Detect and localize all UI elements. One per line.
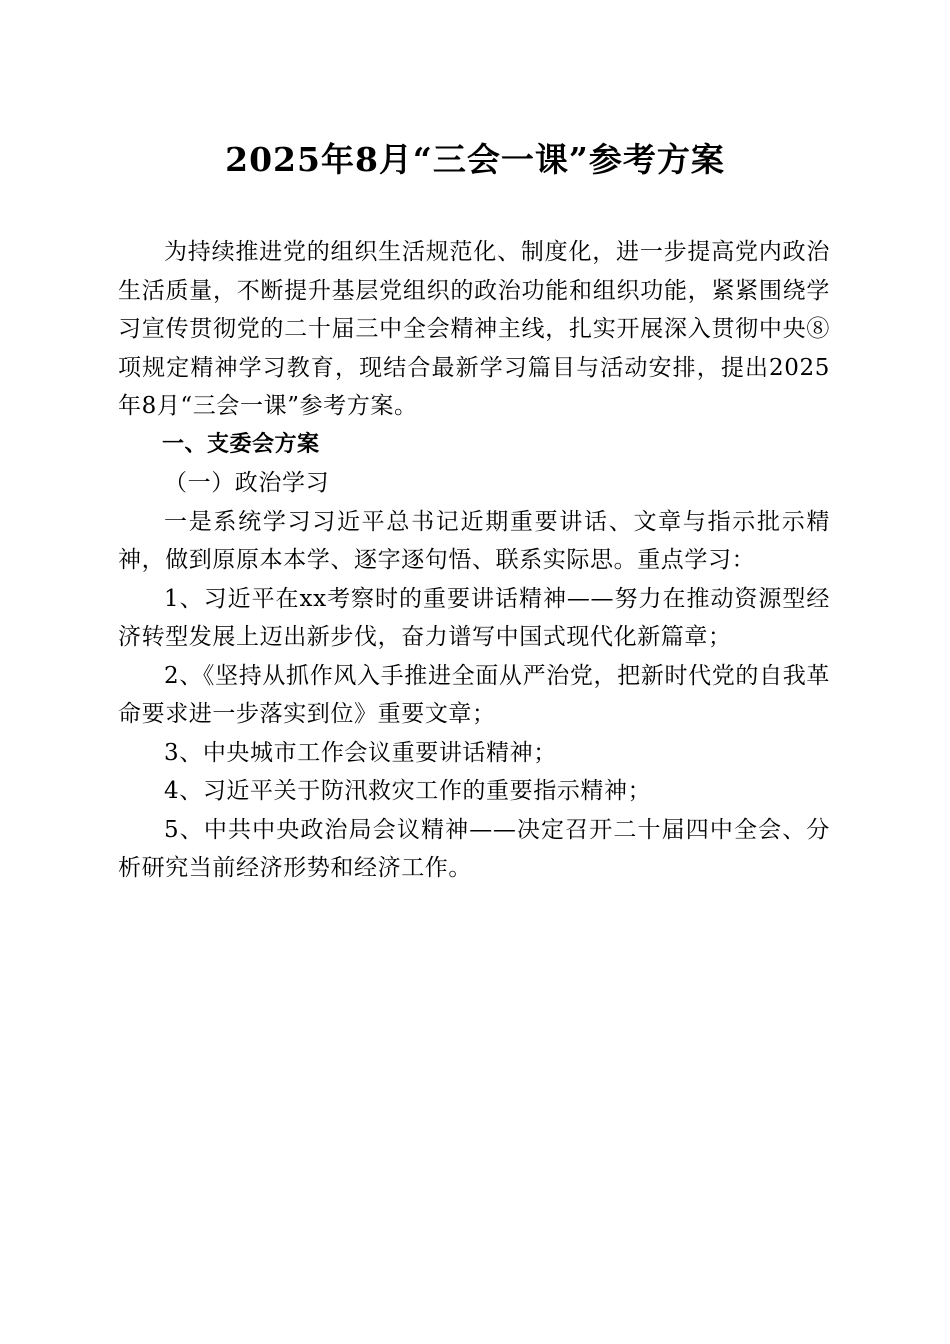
- intro-paragraph: 为持续推进党的组织生活规范化、制度化，进一步提高党内政治生活质量，不断提升基层党组织的政治功能和组织功能，紧紧围绕学习宣传贯彻党的二十届三中全会精神主线，扎实开展深入贯彻中央⑧项规定精神学习教育，现结合最新学习篇目与活动安排，提出2025年8月“三会一课”参考方案。: [118, 239, 830, 419]
- study-item-5: 5、中共中央政治局会议精神——决定召开二十届四中全会、分析研究当前经济形势和经济工作。: [118, 816, 830, 881]
- study-item-4: 4、习近平关于防汛救灾工作的重要指示精神；: [164, 778, 652, 804]
- study-paragraph: 一是系统学习习近平总书记近期重要讲话、文章与指示批示精神，做到原原本本学、逐字逐句悟、联系实际思。重点学习：: [118, 508, 830, 573]
- document-title: 2025年8月“三会一课”参考方案: [225, 140, 725, 179]
- subsection-heading-political-study: （一）政治学习: [164, 470, 330, 496]
- study-item-3: 3、中央城市工作会议重要讲话精神；: [164, 739, 557, 766]
- study-item-1: 1、习近平在xx考察时的重要讲话精神——努力在推动资源型经济转型发展上迈出新步伐，奋力谱写中国式现代化新篇章；: [118, 585, 830, 650]
- section-heading-branch-committee: 一、支委会方案: [162, 431, 320, 457]
- document-body: [118, 233, 830, 888]
- study-item-2: 2、《坚持从抓作风入手推进全面从严治党，把新时代党的自我革命要求进一步落实到位》重要文章；: [118, 662, 830, 727]
